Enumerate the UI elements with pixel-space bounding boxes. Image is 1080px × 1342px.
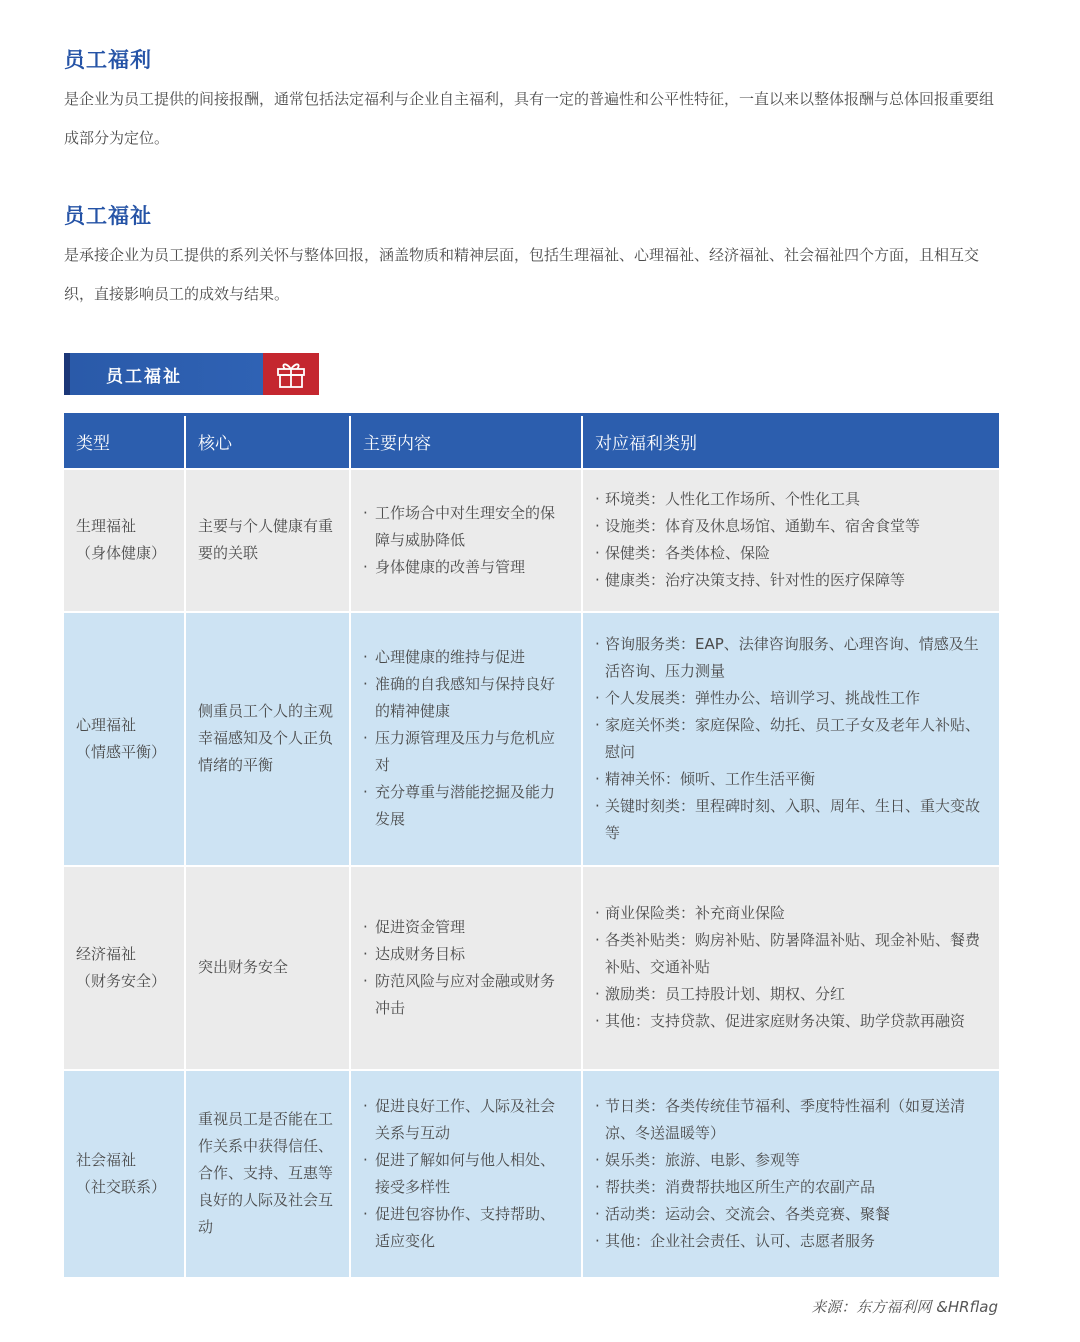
list-item: · 防范风险与应对金融或财务冲击 bbox=[363, 968, 569, 1022]
cell-benefits bbox=[582, 469, 999, 612]
list-item: · 活动类：运动会、交流会、各类竞赛、聚餐 bbox=[595, 1201, 987, 1228]
section-title: 员工福利 bbox=[64, 48, 152, 72]
type-name: 生理福祉 bbox=[76, 517, 137, 535]
list-item: · 咨询服务类：EAP、法律咨询服务、心理咨询、情感及生活咨询、压力测量 bbox=[595, 631, 987, 685]
list-item: · 保健类：各类体检、保险 bbox=[595, 540, 987, 567]
list-item: · 其他：支持贷款、促进家庭财务决策、助学贷款再融资 bbox=[595, 1008, 987, 1035]
list-item: · 关键时刻类：里程碑时刻、入职、周年、生日、重大变故等 bbox=[595, 793, 987, 847]
header-type: 类型 bbox=[64, 415, 185, 469]
type-name: 社会福祉 bbox=[76, 1150, 137, 1169]
wellbeing-table bbox=[64, 413, 999, 1277]
table-header-row bbox=[64, 415, 999, 469]
header-core: 核心 bbox=[185, 415, 350, 469]
list-item: · 促进了解如何与他人相处、接受多样性 bbox=[363, 1147, 569, 1201]
cell-benefits bbox=[582, 1070, 999, 1277]
source-note: 来源：东方福利网 &HRflag bbox=[811, 1298, 998, 1316]
list-item: · 促进资金管理 bbox=[363, 914, 569, 941]
table-row bbox=[64, 866, 999, 1070]
list-item: · 个人发展类：弹性办公、培训学习、挑战性工作 bbox=[595, 685, 987, 712]
type-sub: （身体健康） bbox=[76, 544, 167, 562]
list-item: · 达成财务目标 bbox=[363, 941, 569, 968]
list-item: · 工作场合中对生理安全的保障与威胁降低 bbox=[363, 500, 569, 554]
list-item: · 压力源管理及压力与危机应对 bbox=[363, 725, 569, 779]
table-row bbox=[64, 469, 999, 612]
cell-benefits bbox=[582, 866, 999, 1070]
tag-label: 员工福祉 bbox=[70, 353, 263, 395]
cell-type bbox=[64, 469, 185, 612]
list-item: · 促进包容协作、支持帮助、适应变化 bbox=[363, 1201, 569, 1255]
table-row bbox=[64, 1070, 999, 1277]
cell-core: 侧重员工个人的主观幸福感知及个人正负情绪的平衡 bbox=[185, 612, 350, 866]
wellbeing-tag bbox=[64, 353, 319, 395]
list-item: · 商业保险类：补充商业保险 bbox=[595, 900, 987, 927]
section-wellbeing bbox=[64, 200, 1004, 314]
cell-benefits bbox=[582, 612, 999, 866]
list-item: · 其他：企业社会责任、认可、志愿者服务 bbox=[595, 1228, 987, 1255]
list-item: · 精神关怀：倾听、工作生活平衡 bbox=[595, 766, 987, 793]
cell-core: 重视员工是否能在工作关系中获得信任、合作、支持、互惠等良好的人际及社会互动 bbox=[185, 1070, 350, 1277]
type-name: 心理福祉 bbox=[76, 715, 137, 734]
list-item: · 身体健康的改善与管理 bbox=[363, 554, 569, 581]
list-item: · 娱乐类：旅游、电影、参观等 bbox=[595, 1147, 987, 1174]
type-name: 经济福祉 bbox=[76, 944, 137, 963]
list-item: · 充分尊重与潜能挖掘及能力发展 bbox=[363, 779, 569, 833]
header-content: 主要内容 bbox=[350, 415, 582, 469]
section-body: 是承接企业为员工提供的系列关怀与整体回报，涵盖物质和精神层面，包括生理福祉、心理福祉、经济福祉、社会福祉四个方面，且相互交织，直接影响员工的成效与结果。 bbox=[64, 246, 980, 303]
cell-content bbox=[350, 612, 582, 866]
cell-type bbox=[64, 612, 185, 866]
type-sub: （财务安全） bbox=[76, 971, 167, 990]
section-body: 是企业为员工提供的间接报酬，通常包括法定福利与企业自主福利，具有一定的普遍性和公平性特征，一直以来以整体报酬与总体回报重要组成部分为定位。 bbox=[64, 90, 995, 147]
header-benefits: 对应福利类别 bbox=[582, 415, 999, 469]
cell-content bbox=[350, 866, 582, 1070]
list-item: · 环境类：人性化工作场所、个性化工具 bbox=[595, 486, 987, 513]
section-title: 员工福祉 bbox=[64, 204, 152, 228]
table-row bbox=[64, 612, 999, 866]
list-item: · 家庭关怀类：家庭保险、幼托、员工子女及老年人补贴、慰问 bbox=[595, 712, 987, 766]
list-item: · 激励类：员工持股计划、期权、分红 bbox=[595, 981, 987, 1008]
list-item: · 节日类：各类传统佳节福利、季度特性福利（如夏送清凉、冬送温暖等） bbox=[595, 1093, 987, 1147]
gift-icon bbox=[263, 353, 319, 395]
list-item: · 各类补贴类：购房补贴、防暑降温补贴、现金补贴、餐费补贴、交通补贴 bbox=[595, 927, 987, 981]
list-item: · 心理健康的维持与促进 bbox=[363, 644, 569, 671]
type-sub: （社交联系） bbox=[76, 1177, 167, 1196]
cell-type bbox=[64, 1070, 185, 1277]
cell-content bbox=[350, 1070, 582, 1277]
cell-core: 主要与个人健康有重要的关联 bbox=[185, 469, 350, 612]
list-item: · 准确的自我感知与保持良好的精神健康 bbox=[363, 671, 569, 725]
list-item: · 设施类：体育及休息场馆、通勤车、宿舍食堂等 bbox=[595, 513, 987, 540]
list-item: · 促进良好工作、人际及社会关系与互动 bbox=[363, 1093, 569, 1147]
type-sub: （情感平衡） bbox=[76, 742, 167, 761]
list-item: · 健康类：治疗决策支持、针对性的医疗保障等 bbox=[595, 567, 987, 594]
cell-content bbox=[350, 469, 582, 612]
cell-core: 突出财务安全 bbox=[185, 866, 350, 1070]
cell-type bbox=[64, 866, 185, 1070]
section-welfare bbox=[64, 44, 1004, 158]
list-item: · 帮扶类：消费帮扶地区所生产的农副产品 bbox=[595, 1174, 987, 1201]
